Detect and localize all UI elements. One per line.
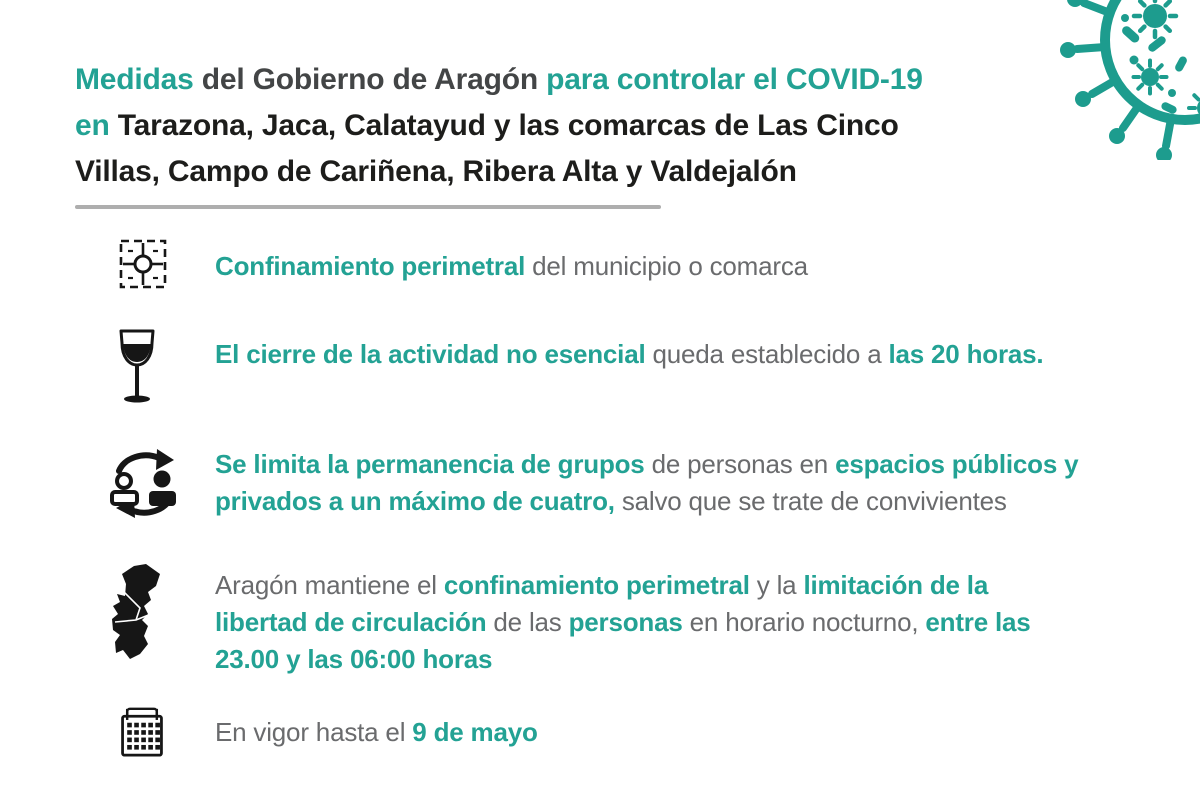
title-segment: Tarazona, Jaca, Calatayud y las comarcas de Las Cinco bbox=[109, 109, 899, 142]
group-rotation-icon bbox=[107, 449, 183, 519]
title-divider bbox=[75, 205, 661, 209]
measure-highlight: privados a un máximo de cuatro, bbox=[215, 486, 615, 516]
title-line-1 bbox=[75, 57, 1075, 103]
measure-row-perimeter bbox=[0, 238, 1200, 285]
measure-plain: en horario nocturno, bbox=[682, 607, 926, 637]
measure-row-validity bbox=[0, 702, 1200, 751]
measure-plain: del municipio o comarca bbox=[525, 251, 808, 281]
measure-highlight: limitación de la bbox=[803, 570, 989, 600]
measure-highlight: 9 de mayo bbox=[412, 717, 538, 747]
title-line-2 bbox=[75, 103, 1075, 149]
measure-text bbox=[215, 326, 1200, 373]
measure-plain: de personas en bbox=[644, 449, 836, 479]
measure-text bbox=[215, 702, 1200, 751]
page-title bbox=[75, 57, 1075, 195]
wine-glass-icon bbox=[113, 328, 161, 414]
measure-text bbox=[215, 446, 1200, 520]
measure-highlight: espacios públicos y bbox=[835, 449, 1079, 479]
measure-highlight: confinamiento perimetral bbox=[443, 570, 750, 600]
measure-highlight: personas bbox=[568, 607, 683, 637]
title-segment: para controlar el COVID-19 bbox=[546, 63, 923, 96]
title-line-3 bbox=[75, 149, 1075, 195]
aragon-map-icon bbox=[106, 562, 166, 662]
title-segment: Villas, Campo de Cariñena, Ribera Alta y Valdejalón bbox=[75, 155, 797, 188]
measure-plain: queda establecido a bbox=[645, 339, 889, 369]
perimeter-map-icon bbox=[118, 238, 168, 290]
measure-highlight: Confinamiento perimetral bbox=[215, 251, 526, 281]
measure-highlight: 23.00 y las 06:00 horas bbox=[215, 644, 493, 674]
measure-plain: Aragón mantiene el bbox=[215, 570, 444, 600]
calendar-icon bbox=[117, 704, 167, 760]
measure-plain: En vigor hasta el bbox=[215, 717, 413, 747]
measure-plain: y la bbox=[749, 570, 804, 600]
measure-highlight: las 20 horas. bbox=[888, 339, 1044, 369]
measure-highlight: libertad de circulación bbox=[215, 607, 487, 637]
title-segment: en bbox=[75, 109, 110, 142]
measure-row-groups bbox=[0, 446, 1200, 520]
measure-plain: salvo que se trate de convivientes bbox=[614, 486, 1007, 516]
title-segment: Medidas bbox=[75, 63, 194, 96]
measure-row-closing bbox=[0, 326, 1200, 373]
title-segment: del Gobierno de Aragón bbox=[193, 63, 547, 96]
measure-highlight: Se limita la permanencia de grupos bbox=[215, 449, 645, 479]
measure-text bbox=[215, 560, 1200, 678]
measure-highlight: El cierre de la actividad no esencial bbox=[215, 339, 646, 369]
measure-row-curfew bbox=[0, 560, 1200, 678]
measure-plain: de las bbox=[486, 607, 569, 637]
measure-text bbox=[215, 238, 1200, 285]
measure-highlight: entre las bbox=[925, 607, 1031, 637]
